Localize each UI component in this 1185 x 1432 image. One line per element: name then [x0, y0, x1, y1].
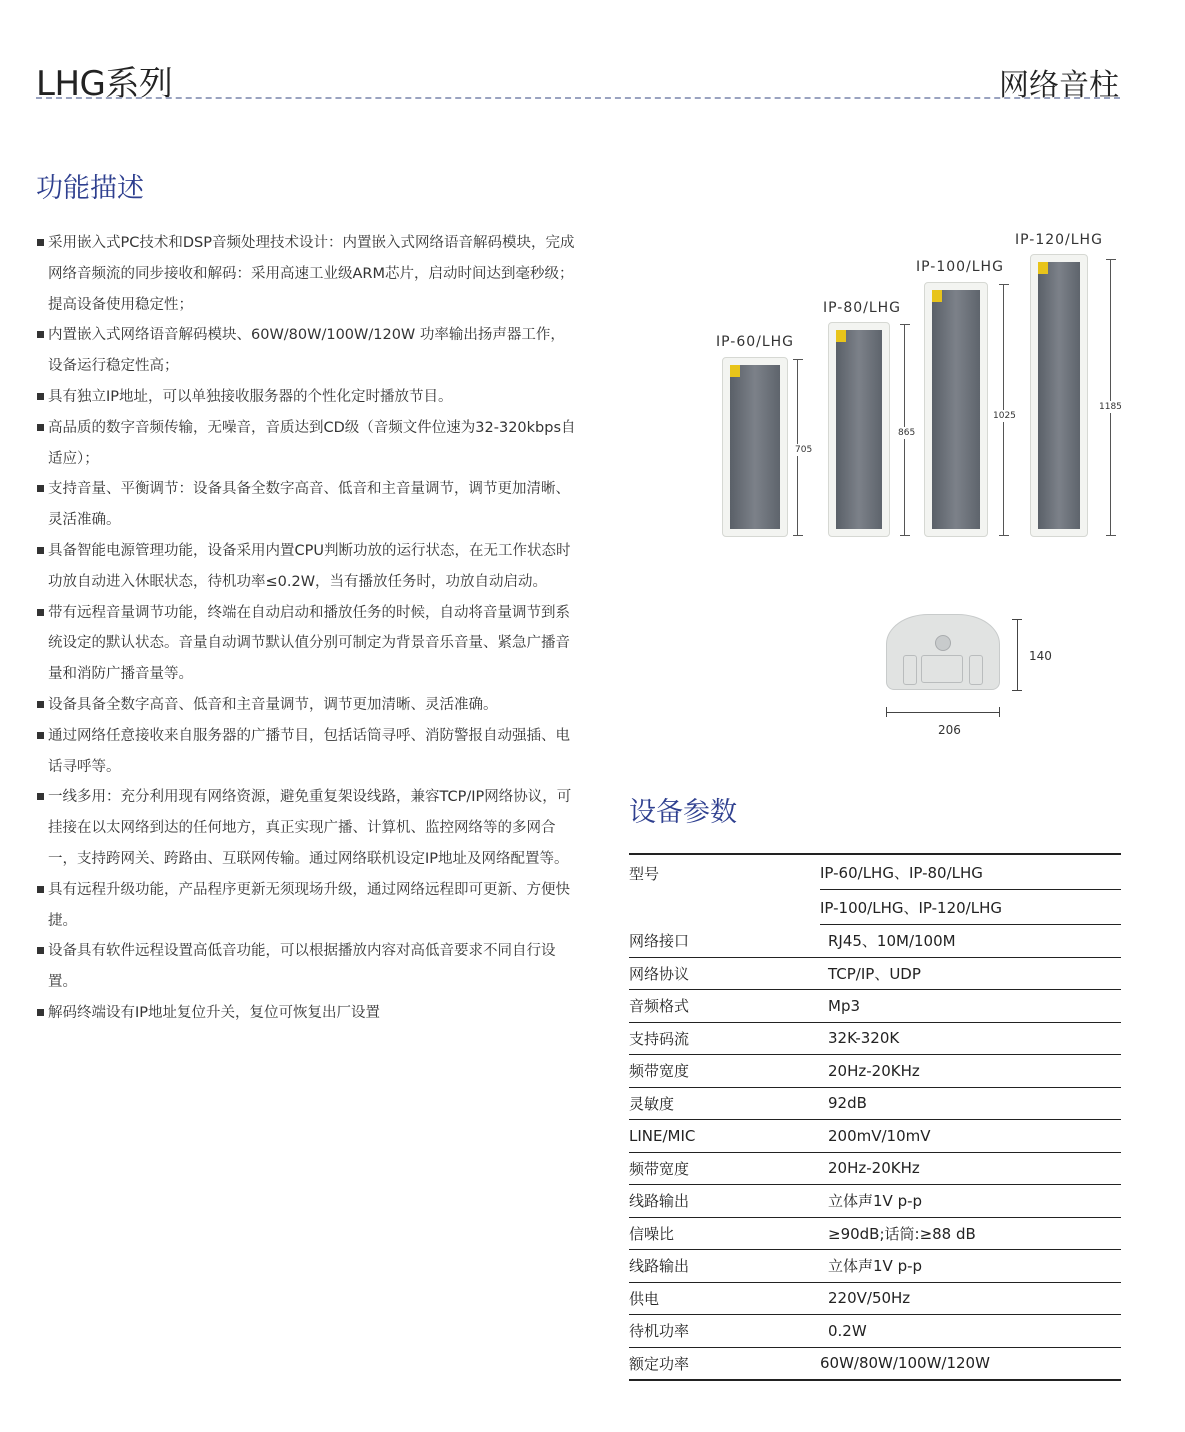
spec-key: 频带宽度 — [629, 1055, 820, 1088]
table-row — [629, 1217, 1121, 1250]
spec-value: 0.2W — [820, 1315, 1121, 1348]
spec-value: IP-100/LHG、IP-120/LHG — [820, 890, 1121, 925]
dimension-line — [1106, 259, 1116, 536]
spec-value: Mp3 — [820, 990, 1121, 1023]
table-row — [629, 1185, 1121, 1218]
table-row — [629, 1315, 1121, 1348]
model-label-ip100: IP-100/LHG — [916, 259, 1004, 275]
height-value-ip60: 705 — [795, 445, 813, 455]
table-row — [629, 1120, 1121, 1153]
table-row — [629, 854, 1121, 890]
function-description-heading: 功能描述 — [36, 173, 144, 204]
table-row — [629, 1250, 1121, 1283]
series-title: LHG系列 — [36, 64, 173, 104]
spec-key: 线路输出 — [629, 1185, 820, 1218]
header-divider — [36, 97, 1120, 99]
spec-key: 型号 — [629, 865, 660, 883]
endcap-height-dimension — [1012, 619, 1022, 691]
spec-value: 20Hz-20KHz — [820, 1055, 1121, 1088]
table-row — [629, 1022, 1121, 1055]
table-row — [629, 1055, 1121, 1088]
model-label-ip60: IP-60/LHG — [716, 334, 795, 350]
table-row — [629, 990, 1121, 1023]
table-row — [629, 1347, 1121, 1380]
spec-key: 线路输出 — [629, 1250, 820, 1283]
table-row — [629, 957, 1121, 990]
endcap-image — [886, 614, 1000, 690]
spec-value: 220V/50Hz — [820, 1282, 1121, 1315]
spec-value: 32K-320K — [820, 1022, 1121, 1055]
speaker-ip120-image — [1030, 254, 1088, 537]
spec-key: 频带宽度 — [629, 1152, 820, 1185]
spec-table — [629, 853, 1121, 1381]
table-row — [629, 1282, 1121, 1315]
endcap-height-value: 140 — [1029, 649, 1052, 663]
feature-item: 具备智能电源管理功能，设备采用内置CPU判断功放的运行状态，在无工作状态时功放自动进入休眠状态，待机功率≤0.2W，当有播放任务时，功放自动启动。 — [36, 536, 576, 598]
feature-list — [36, 228, 576, 1029]
model-label-ip80: IP-80/LHG — [823, 300, 902, 316]
feature-item: 带有远程音量调节功能，终端在自动启动和播放任务的时候，自动将音量调节到系统设定的默认状态。音量自动调节默认值分别可制定为背景音乐音量、紧急广播音量和消防广播音量等。 — [36, 598, 576, 690]
spec-value: 92dB — [820, 1087, 1121, 1120]
feature-item: 具有独立IP地址，可以单独接收服务器的个性化定时播放节目。 — [36, 382, 576, 413]
spec-value: ≥90dB;话筒:≥88 dB — [820, 1217, 1121, 1250]
height-value-ip120: 1185 — [1099, 402, 1122, 412]
feature-item: 解码终端设有IP地址复位升关，复位可恢复出厂设置 — [36, 998, 576, 1029]
feature-item: 内置嵌入式网络语音解码模块、60W/80W/100W/120W 功率输出扬声器工作，设备运行稳定性高； — [36, 320, 576, 382]
table-row — [629, 925, 1121, 958]
spec-key: 网络接口 — [629, 925, 820, 958]
spec-key: LINE/MIC — [629, 1120, 820, 1153]
spec-key: 待机功率 — [629, 1315, 820, 1348]
feature-item: 设备具有软件远程设置高低音功能，可以根据播放内容对高低音要求不同自行设置。 — [36, 936, 576, 998]
speaker-ip100-image — [924, 282, 988, 537]
feature-item: 具有远程升级功能，产品程序更新无须现场升级，通过网络远程即可更新、方便快捷。 — [36, 875, 576, 937]
spec-key: 灵敏度 — [629, 1087, 820, 1120]
spec-value: RJ45、10M/100M — [820, 925, 1121, 958]
feature-item: 一线多用：充分利用现有网络资源，避免重复架设线路，兼容TCP/IP网络协议，可挂接在以太网络到达的任何地方，真正实现广播、计算机、监控网络等的多网合一，支持跨网关、跨路由、互联网传输。通过网络联机设定IP地址及网络配置等。 — [36, 782, 576, 874]
spec-value: 200mV/10mV — [820, 1120, 1121, 1153]
spec-value: 立体声1V p-p — [820, 1250, 1121, 1283]
specifications-heading: 设备参数 — [629, 797, 737, 828]
spec-key: 信噪比 — [629, 1217, 820, 1250]
speaker-ip60-image — [722, 357, 788, 537]
table-row — [629, 1087, 1121, 1120]
spec-value: TCP/IP、UDP — [820, 957, 1121, 990]
feature-item: 支持音量、平衡调节：设备具备全数字高音、低音和主音量调节，调节更加清晰、灵活准确。 — [36, 474, 576, 536]
height-value-ip80: 865 — [898, 428, 916, 438]
spec-key: 音频格式 — [629, 990, 820, 1023]
spec-key: 供电 — [629, 1282, 820, 1315]
table-row — [629, 1152, 1121, 1185]
feature-item: 高品质的数字音频传输，无噪音，音质达到CD级（音频文件位速为32-320kbps自适应）； — [36, 413, 576, 475]
spec-key: 支持码流 — [629, 1022, 820, 1055]
feature-item: 采用嵌入式PC技术和DSP音频处理技术设计：内置嵌入式网络语音解码模块，完成网络音频流的同步接收和解码：采用高速工业级ARM芯片，启动时间达到毫秒级；提高设备使用稳定性； — [36, 228, 576, 320]
speaker-ip80-image — [828, 322, 890, 537]
model-label-ip120: IP-120/LHG — [1015, 232, 1103, 248]
feature-item: 设备具备全数字高音、低音和主音量调节，调节更加清晰、灵活准确。 — [36, 690, 576, 721]
feature-item: 通过网络任意接收来自服务器的广播节目，包括话筒寻呼、消防警报自动强插、电话寻呼等。 — [36, 721, 576, 783]
spec-value: IP-60/LHG、IP-80/LHG — [820, 854, 1121, 890]
spec-key: 额定功率 — [629, 1347, 820, 1380]
product-type-title: 网络音柱 — [999, 68, 1119, 103]
spec-value: 立体声1V p-p — [820, 1185, 1121, 1218]
endcap-width-value: 206 — [938, 723, 961, 737]
endcap-width-dimension — [886, 707, 1000, 717]
spec-value: 60W/80W/100W/120W — [820, 1347, 1121, 1380]
spec-key: 网络协议 — [629, 957, 820, 990]
spec-value: 20Hz-20KHz — [820, 1152, 1121, 1185]
height-value-ip100: 1025 — [993, 411, 1016, 421]
